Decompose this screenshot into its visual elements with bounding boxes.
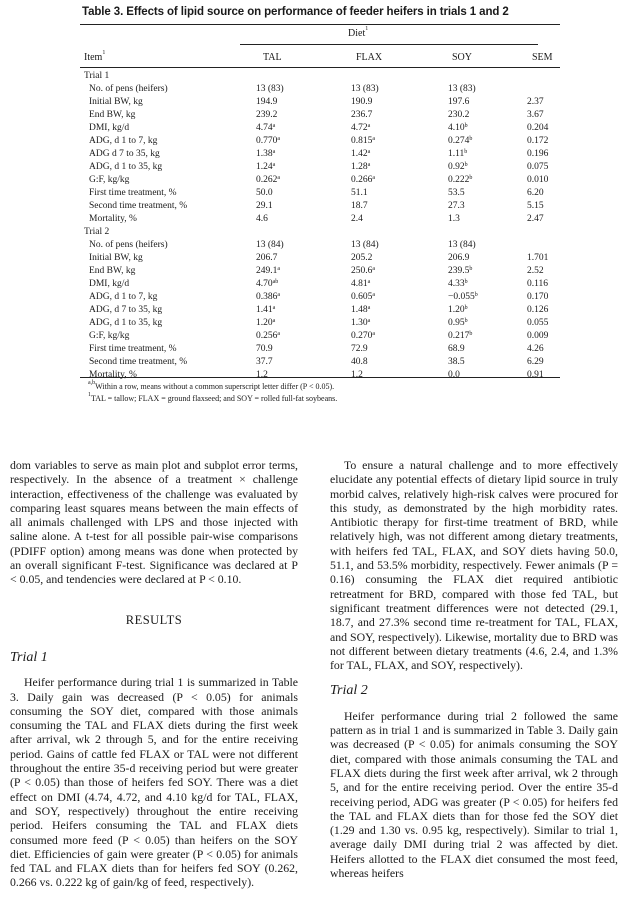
tal-value: 206.7	[256, 253, 278, 263]
soy-value: 1.11$^b$	[448, 149, 468, 159]
tal-value: 4.74$^a$	[256, 123, 276, 133]
tal-value: 29.1	[256, 201, 273, 211]
table-row	[80, 122, 560, 134]
flax-value: 72.9	[351, 344, 368, 354]
tal-value: 4.70$^{ab}$	[256, 279, 279, 289]
soy-value: −0.055$^b$	[448, 292, 478, 302]
row-label: G:F, kg/kg	[89, 175, 130, 185]
table-bottom-rule	[80, 377, 560, 378]
left-paragraph-1: dom variables to serve as main plot and subplot error terms, respectively. In the absence of a treatment × challenge interaction, effectiveness of the challenge was evaluated by comparing least squares means between the main effects of all animals challenged with LPS and those injected with saline alone. A t-test for all possible pair-wise comparisons (PDIFF option) among means was done when protected by an overall significant F-test. Significance was declared at P < 0.05, and tendencies were declared at P < 0.10.	[10, 458, 298, 587]
tal-value: 50.0	[256, 188, 273, 198]
sem-value: 2.47	[527, 214, 544, 224]
soy-value: 1.20$^b$	[448, 305, 468, 315]
soy-value: 4.10$^b$	[448, 123, 468, 133]
row-label: ADG, d 1 to 7, kg	[89, 136, 158, 146]
soy-value: 27.3	[448, 201, 465, 211]
sem-value: 3.67	[527, 110, 544, 120]
flax-value: 1.42$^a$	[351, 149, 371, 159]
table-row	[80, 200, 560, 212]
flax-value: 0.815$^a$	[351, 136, 376, 146]
tal-value: 70.9	[256, 344, 273, 354]
tal-value: 37.7	[256, 357, 273, 367]
row-label: End BW, kg	[89, 266, 136, 276]
soy-value: 1.3	[448, 214, 460, 224]
table-row	[80, 174, 560, 186]
row-label: Initial BW, kg	[89, 253, 143, 263]
tal-value: 1.2	[256, 370, 268, 380]
right-column	[330, 458, 618, 880]
table-top-rule	[80, 24, 560, 25]
row-label: No. of pens (heifers)	[89, 84, 168, 94]
diet-header: Diet$^1$	[348, 26, 369, 39]
soy-value: 0.95$^b$	[448, 318, 468, 328]
tal-value: 0.386$^a$	[256, 292, 281, 302]
table-row	[80, 161, 560, 173]
table-caption: Table 3. Effects of lipid source on performance of feeder heifers in trials 1 and 2	[82, 6, 509, 18]
trial2-label: Trial 2	[84, 227, 110, 237]
sem-value: 2.37	[527, 97, 544, 107]
soy-value: 0.217$^b$	[448, 331, 473, 341]
soy-value: 53.5	[448, 188, 465, 198]
tal-value: 194.9	[256, 97, 278, 107]
trial1-label: Trial 1	[84, 71, 110, 81]
row-label: ADG, d 1 to 35, kg	[89, 318, 163, 328]
row-label: First time treatment, %	[89, 188, 177, 198]
table-row	[80, 187, 560, 199]
sem-value: 0.172	[527, 136, 549, 146]
row-label: ADG, d 7 to 35, kg	[89, 305, 163, 315]
flax-value: 1.2	[351, 370, 363, 380]
soy-value: 68.9	[448, 344, 465, 354]
table-row	[80, 343, 560, 355]
soy-value: 206.9	[448, 253, 470, 263]
flax-value: 13 (83)	[351, 84, 379, 94]
flax-value: 190.9	[351, 97, 373, 107]
flax-value: 236.7	[351, 110, 373, 120]
trial1-label-row	[80, 70, 560, 82]
sem-value: 0.170	[527, 292, 549, 302]
flax-value: 40.8	[351, 357, 368, 367]
flax-value: 51.1	[351, 188, 368, 198]
sem-value: 6.20	[527, 188, 544, 198]
row-label: DMI, kg/d	[89, 279, 130, 289]
table-row	[80, 356, 560, 368]
flax-value: 1.30$^a$	[351, 318, 371, 328]
table-row	[80, 265, 560, 277]
tal-value: 1.41$^a$	[256, 305, 276, 315]
sem-value: 5.15	[527, 201, 544, 211]
sem-value: 0.204	[527, 123, 549, 133]
row-label: Initial BW, kg	[89, 97, 143, 107]
flax-value: 0.266$^a$	[351, 175, 376, 185]
tal-header: TAL	[263, 52, 282, 63]
tal-value: 1.24$^a$	[256, 162, 276, 172]
tal-value: 4.6	[256, 214, 268, 224]
sem-value: 0.91	[527, 370, 544, 380]
footnote-ab: $^{a,b}$Within a row, means without a common superscript letter differ (P < 0.05).	[88, 380, 335, 391]
sem-value: 0.075	[527, 162, 549, 172]
row-label: ADG, d 1 to 35, kg	[89, 162, 163, 172]
row-label: ADG, d 1 to 7, kg	[89, 292, 158, 302]
results-heading: RESULTS	[125, 612, 183, 627]
table-row	[80, 278, 560, 290]
tal-value: 1.20$^a$	[256, 318, 276, 328]
trial2-label-row	[80, 226, 560, 238]
sem-value: 6.29	[527, 357, 544, 367]
tal-value: 0.262$^a$	[256, 175, 281, 185]
tal-value: 13 (83)	[256, 84, 284, 94]
left-column	[10, 458, 298, 890]
header-bottom-rule	[80, 67, 560, 68]
sem-value: 0.126	[527, 305, 549, 315]
table-row	[80, 148, 560, 160]
tal-value: 0.770$^a$	[256, 136, 281, 146]
right-paragraph-2: Heifer performance during trial 2 followed the same pattern as in trial 1 and is summarized in Table 3. Daily gain was decreased (P < 0.05) for animals consuming the SOY diet, compared with those animals consuming the TAL and FLAX diets during the first week after arrival, wk 2 through 5, and for the entire receiving period. Over the entire 35-d receiving period, ADG was greater (P < 0.05) for heifers fed the TAL and FLAX diets than for those fed the SOY diet (1.29 and 1.30 vs. 0.95 kg, respectively). Similar to trial 1, average daily DMI during trial 2 was affected by diet. Heifers allotted to the FLAX diet consumed the most feed, whereas heifers	[330, 708, 618, 881]
flax-value: 0.605$^a$	[351, 292, 376, 302]
flax-header: FLAX	[356, 52, 383, 63]
flax-value: 4.81$^a$	[351, 279, 371, 289]
soy-value: 4.33$^b$	[448, 279, 468, 289]
soy-value: 197.6	[448, 97, 470, 107]
flax-value: 205.2	[351, 253, 373, 263]
soy-value: 13 (84)	[448, 240, 476, 250]
tal-value: 1.38$^a$	[256, 149, 276, 159]
row-label: Second time treatment, %	[89, 357, 188, 367]
row-label: Mortality, %	[89, 214, 137, 224]
table-row	[80, 239, 560, 251]
flax-value: 1.48$^a$	[351, 305, 371, 315]
row-label: End BW, kg	[89, 110, 136, 120]
item-header: Item$^1$	[84, 50, 106, 63]
table-row	[80, 213, 560, 225]
tal-value: 0.256$^a$	[256, 331, 281, 341]
right-paragraph-1: To ensure a natural challenge and to more effectively elucidate any potential effects of dietary lipid source in truly morbid calves, relatively high-risk calves were procured for this study, as demonstrated by the high morbidity rates. Antibiotic therapy for first-time treatment of BRD, while relatively high, was not different among dietary treatments, with heifers fed TAL, FLAX, and SOY diets having 50.0, 51.1, and 53.5% morbidity, respectively. Fewer animals (P = 0.16) consuming the FLAX diet required antibiotic retreatment for BRD, compared with those fed TAL, but significant treatment differences were not detected (29.1, 18.7, and 27.3% second time re-treatment for TAL, FLAX, and SOY, respectively). Likewise, mortality due to BRD was not different between dietary treatments (4.6, 2.4, and 1.3% for TAL, FLAX, and SOY, respectively).	[330, 458, 618, 673]
tal-value: 249.1$^a$	[256, 266, 281, 276]
flax-value: 13 (84)	[351, 240, 379, 250]
soy-value: 0.222$^b$	[448, 175, 473, 185]
table-row	[80, 96, 560, 108]
soy-value: 230.2	[448, 110, 470, 120]
tal-value: 13 (84)	[256, 240, 284, 250]
row-label: Second time treatment, %	[89, 201, 188, 211]
sem-value: 0.116	[527, 279, 549, 289]
soy-value: 0.92$^b$	[448, 162, 468, 172]
table-row	[80, 317, 560, 329]
footnote-1: $^1$TAL = tallow; FLAX = ground flaxseed; and SOY = rolled full-fat soybeans.	[88, 392, 338, 403]
flax-value: 1.28$^a$	[351, 162, 371, 172]
table-row	[80, 304, 560, 316]
soy-header: SOY	[452, 52, 473, 63]
trial1-heading: Trial 1	[10, 649, 48, 665]
diet-header-rule	[240, 44, 538, 45]
sem-value: 0.055	[527, 318, 549, 328]
flax-value: 4.72$^a$	[351, 123, 371, 133]
sem-value: 0.010	[527, 175, 549, 185]
row-label: First time treatment, %	[89, 344, 177, 354]
flax-value: 18.7	[351, 201, 368, 211]
soy-value: 13 (83)	[448, 84, 476, 94]
flax-value: 250.6$^a$	[351, 266, 376, 276]
sem-value: 2.52	[527, 266, 544, 276]
table-row	[80, 135, 560, 147]
table-row	[80, 252, 560, 264]
table-row	[80, 83, 560, 95]
trial2-heading: Trial 2	[330, 683, 368, 699]
flax-value: 2.4	[351, 214, 363, 224]
sem-value: 4.26	[527, 344, 544, 354]
sem-value: 1.701	[527, 253, 549, 263]
tal-value: 239.2	[256, 110, 278, 120]
sem-value: 0.009	[527, 331, 549, 341]
table-row	[80, 369, 560, 381]
row-label: Mortality, %	[89, 370, 137, 380]
table-row	[80, 109, 560, 121]
sem-value: 0.196	[527, 149, 549, 159]
row-label: No. of pens (heifers)	[89, 240, 168, 250]
soy-value: 0.0	[448, 370, 460, 380]
left-paragraph-2: Heifer performance during trial 1 is summarized in Table 3. Daily gain was decreased (P < 0.05) for animals consuming the SOY diet, compared with those animals consuming the TAL and FLAX diets during the first week after arrival, wk 2 through 5, and for the entire receiving period. Gains of cattle fed FLAX or TAL were not different throughout the entire 35-d receiving period but were greater (P < 0.05) than those of heifers fed SOY. There was a diet effect on DMI (4.74, 4.72, and 4.10 kg/d for TAL, FLAX, and SOY, respectively) throughout the entire receiving period. Heifers consuming the TAL and FLAX diets consumed more feed (P < 0.05) than heifers on the SOY diet. Efficiencies of gain were greater (P < 0.05) for animals fed TAL and FLAX diets than for heifers fed SOY (0.262, 0.266 vs. 0.222 kg of gain/kg of feed, respectively).	[10, 675, 298, 890]
row-label: ADG d 7 to 35, kg	[89, 149, 160, 159]
row-label: G:F, kg/kg	[89, 331, 130, 341]
table-row	[80, 291, 560, 303]
soy-value: 38.5	[448, 357, 465, 367]
table-row	[80, 330, 560, 342]
flax-value: 0.270$^a$	[351, 331, 376, 341]
soy-value: 0.274$^b$	[448, 136, 473, 146]
sem-header: SEM	[532, 52, 553, 63]
row-label: DMI, kg/d	[89, 123, 130, 133]
soy-value: 239.5$^b$	[448, 266, 473, 276]
